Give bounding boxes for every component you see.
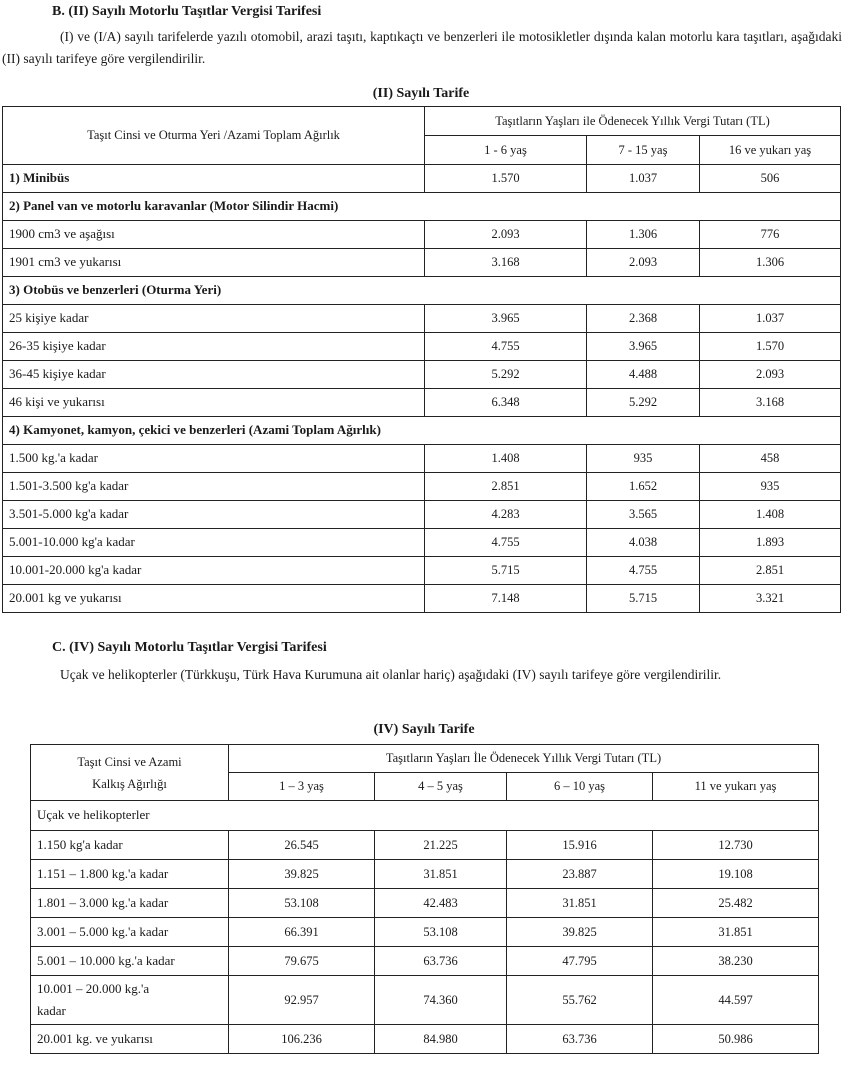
- tax-amount: 44.597: [653, 976, 819, 1025]
- tax-amount: 4.283: [425, 501, 587, 529]
- tax-amount: 25.482: [653, 889, 819, 918]
- tax-amount: 2.851: [700, 557, 841, 585]
- row-label: 20.001 kg. ve yukarısı: [31, 1025, 229, 1054]
- tax-amount: 31.851: [653, 918, 819, 947]
- row-label: 10.001-20.000 kg'a kadar: [3, 557, 425, 585]
- tax-amount: 39.825: [507, 918, 653, 947]
- table-ii-age-col: 7 - 15 yaş: [587, 136, 700, 165]
- row-label: 3.001 – 5.000 kg.'a kadar: [31, 918, 229, 947]
- row-label-line2: kadar: [37, 1003, 66, 1018]
- row-label: 3.501-5.000 kg'a kadar: [3, 501, 425, 529]
- section-b-paragraph: (I) ve (I/A) sayılı tarifelerde yazılı otomobil, arazi taşıtı, kaptıkaçtı ve benzerleri ile motosikletler dışında kalan motorlu kara taşıtları, aşağıdaki (II) sayılı tarifeye göre vergilendirilir.: [2, 29, 842, 66]
- section-b-heading: B. (II) Sayılı Motorlu Taşıtlar Vergisi Tarifesi: [52, 4, 322, 19]
- tax-amount: 3.965: [587, 333, 700, 361]
- tax-amount: 15.916: [507, 831, 653, 860]
- tax-amount: 5.292: [425, 361, 587, 389]
- tax-amount: 53.108: [375, 918, 507, 947]
- table-iv-body: [31, 831, 819, 1054]
- table-iv-group-header: Taşıtların Yaşları İle Ödenecek Yıllık Vergi Tutarı (TL): [229, 745, 819, 773]
- row-label: 46 kişi ve yukarısı: [3, 389, 425, 417]
- tax-amount: 63.736: [375, 947, 507, 976]
- tax-amount: 3.321: [700, 585, 841, 613]
- category-label: 4) Kamyonet, kamyon, çekici ve benzerleri (Azami Toplam Ağırlık): [3, 417, 841, 445]
- table-ii-age-col: 1 - 6 yaş: [425, 136, 587, 165]
- tax-amount: 23.887: [507, 860, 653, 889]
- tax-amount: 1.037: [587, 165, 700, 193]
- tax-amount: 53.108: [229, 889, 375, 918]
- tax-amount: 506: [700, 165, 841, 193]
- table-iv-age-col: 6 – 10 yaş: [507, 773, 653, 801]
- row-label: 1900 cm3 ve aşağısı: [3, 221, 425, 249]
- tax-amount: 2.368: [587, 305, 700, 333]
- row-label-line1: 10.001 – 20.000 kg.'a: [37, 981, 150, 996]
- table-iv-age-col: 1 – 3 yaş: [229, 773, 375, 801]
- tax-amount: 3.965: [425, 305, 587, 333]
- table-row: [3, 361, 841, 389]
- table-row: [31, 947, 819, 976]
- category-row: [3, 417, 841, 445]
- tax-amount: 63.736: [507, 1025, 653, 1054]
- tax-amount: 776: [700, 221, 841, 249]
- table-iv-age-col: 4 – 5 yaş: [375, 773, 507, 801]
- tax-amount: 1.408: [425, 445, 587, 473]
- table-row: [3, 501, 841, 529]
- table-row: [3, 445, 841, 473]
- tax-amount: 4.038: [587, 529, 700, 557]
- tax-amount: 39.825: [229, 860, 375, 889]
- table-row: [3, 529, 841, 557]
- tariff-table-iv: [30, 744, 819, 1054]
- tax-amount: 2.093: [425, 221, 587, 249]
- tax-amount: 31.851: [375, 860, 507, 889]
- row-label: 36-45 kişiye kadar: [3, 361, 425, 389]
- category-label: 2) Panel van ve motorlu karavanlar (Motor Silindir Hacmi): [3, 193, 841, 221]
- table-row: [31, 860, 819, 889]
- tax-amount: 1.306: [700, 249, 841, 277]
- table-row: [3, 221, 841, 249]
- row-label: 26-35 kişiye kadar: [3, 333, 425, 361]
- table-row: [3, 305, 841, 333]
- table-row: [31, 918, 819, 947]
- tax-amount: 935: [700, 473, 841, 501]
- tax-amount: 42.483: [375, 889, 507, 918]
- tax-amount: 38.230: [653, 947, 819, 976]
- table-iv-subheader: Uçak ve helikopterler: [31, 801, 819, 831]
- table-ii-body: [3, 165, 841, 613]
- table-row: [3, 249, 841, 277]
- table-row: [31, 1025, 819, 1054]
- table-iv-title: (IV) Sayılı Tarife: [373, 722, 475, 737]
- table-row: [3, 473, 841, 501]
- table-row: [3, 585, 841, 613]
- tax-amount: 5.715: [425, 557, 587, 585]
- tax-amount: 55.762: [507, 976, 653, 1025]
- table-ii-col-label: Taşıt Cinsi ve Oturma Yeri /Azami Toplam Ağırlık: [3, 107, 425, 165]
- tax-amount: 74.360: [375, 976, 507, 1025]
- table-ii-age-col: 16 ve yukarı yaş: [700, 136, 841, 165]
- tax-amount: 47.795: [507, 947, 653, 976]
- tax-amount: 4.755: [425, 529, 587, 557]
- tax-amount: 1.570: [425, 165, 587, 193]
- table-row: [31, 831, 819, 860]
- table-row: [3, 333, 841, 361]
- table-ii-title: (II) Sayılı Tarife: [372, 86, 470, 101]
- table-row: [3, 389, 841, 417]
- category-row: [3, 193, 841, 221]
- row-label: 1.501-3.500 kg'a kadar: [3, 473, 425, 501]
- tax-amount: 458: [700, 445, 841, 473]
- row-label: 20.001 kg ve yukarısı: [3, 585, 425, 613]
- tax-amount: 2.093: [700, 361, 841, 389]
- tariff-table-ii: [2, 106, 841, 613]
- table-row: [3, 165, 841, 193]
- section-c-paragraph: Uçak ve helikopterler (Türkkuşu, Türk Hava Kurumuna ait olanlar hariç) aşağıdaki (IV) sayılı tarifeye göre vergilendirilir.: [60, 667, 722, 682]
- tax-amount: 106.236: [229, 1025, 375, 1054]
- table-ii-group-header: Taşıtların Yaşları ile Ödenecek Yıllık Vergi Tutarı (TL): [425, 107, 841, 136]
- tax-amount: 4.755: [425, 333, 587, 361]
- tax-amount: 21.225: [375, 831, 507, 860]
- tax-amount: 2.851: [425, 473, 587, 501]
- table-row: [3, 557, 841, 585]
- tax-amount: 1.652: [587, 473, 700, 501]
- tax-amount: 84.980: [375, 1025, 507, 1054]
- tax-amount: 1.306: [587, 221, 700, 249]
- table-row: [31, 976, 819, 1025]
- tax-amount: 31.851: [507, 889, 653, 918]
- tax-amount: 19.108: [653, 860, 819, 889]
- tax-amount: 50.986: [653, 1025, 819, 1054]
- category-label: 3) Otobüs ve benzerleri (Oturma Yeri): [3, 277, 841, 305]
- tax-amount: 92.957: [229, 976, 375, 1025]
- row-label: [31, 976, 229, 1025]
- tax-amount: 3.168: [425, 249, 587, 277]
- category-row: [3, 277, 841, 305]
- tax-amount: 3.565: [587, 501, 700, 529]
- row-label: 25 kişiye kadar: [3, 305, 425, 333]
- row-label: 5.001 – 10.000 kg.'a kadar: [31, 947, 229, 976]
- tax-amount: 7.148: [425, 585, 587, 613]
- tax-amount: 79.675: [229, 947, 375, 976]
- row-label: 1.500 kg.'a kadar: [3, 445, 425, 473]
- tax-amount: 26.545: [229, 831, 375, 860]
- row-label: 1) Minibüs: [3, 165, 425, 193]
- tax-amount: 1.408: [700, 501, 841, 529]
- tax-amount: 5.292: [587, 389, 700, 417]
- row-label: 1.150 kg'a kadar: [31, 831, 229, 860]
- table-iv-col-label-line2: Kalkış Ağırlığı: [92, 776, 167, 791]
- tax-amount: 66.391: [229, 918, 375, 947]
- row-label: 1.151 – 1.800 kg.'a kadar: [31, 860, 229, 889]
- table-iv-col-label: [31, 745, 229, 801]
- tax-amount: 6.348: [425, 389, 587, 417]
- tax-amount: 2.093: [587, 249, 700, 277]
- tax-amount: 4.488: [587, 361, 700, 389]
- tax-amount: 935: [587, 445, 700, 473]
- table-row: [31, 889, 819, 918]
- tax-amount: 12.730: [653, 831, 819, 860]
- row-label: 5.001-10.000 kg'a kadar: [3, 529, 425, 557]
- tax-amount: 1.893: [700, 529, 841, 557]
- row-label: 1901 cm3 ve yukarısı: [3, 249, 425, 277]
- table-iv-col-label-line1: Taşıt Cinsi ve Azami: [77, 754, 182, 769]
- section-c-heading: C. (IV) Sayılı Motorlu Taşıtlar Vergisi Tarifesi: [52, 640, 327, 655]
- tax-amount: 3.168: [700, 389, 841, 417]
- tax-amount: 1.570: [700, 333, 841, 361]
- tax-amount: 1.037: [700, 305, 841, 333]
- tax-amount: 5.715: [587, 585, 700, 613]
- row-label: 1.801 – 3.000 kg.'a kadar: [31, 889, 229, 918]
- table-iv-age-col: 11 ve yukarı yaş: [653, 773, 819, 801]
- tax-amount: 4.755: [587, 557, 700, 585]
